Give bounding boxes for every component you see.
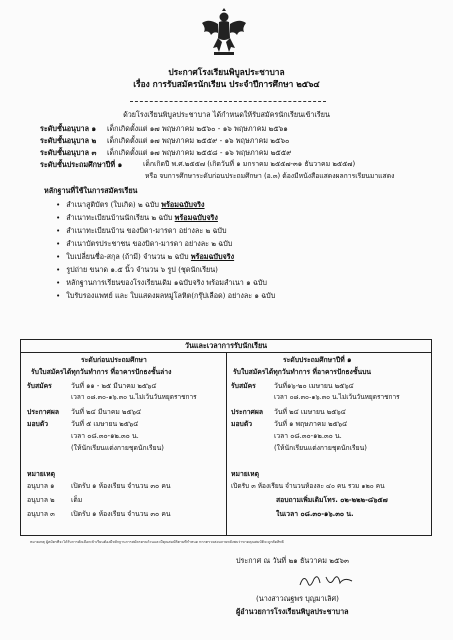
doc-item: • สำเนาทะเบียนบ้านนักเรียน ๒ ฉบับ พร้อมฉบับจริง — [56, 213, 218, 222]
right-announce-date: วันที่ ๒๔ เมษายน ๒๕๖๔ — [274, 408, 346, 416]
level-text: เด็กเกิดตั้งแต่ ๑๗ พฤษภาคม ๒๕๕๙ - ๑๖ พฤษภาคม ๒๕๖๐ — [107, 136, 290, 145]
level-text: เด็กเกิดตั้งแต่ ๑๗ พฤษภาคม ๒๕๖๐ - ๑๖ พฤษภาคม ๒๕๖๑ — [107, 124, 288, 133]
signoff-position: ผู้อำนวยการโรงเรียนพิบูลประชาบาล — [236, 607, 349, 616]
schedule-table — [20, 339, 432, 536]
announcement-subject: เรื่อง การรับสมัครนักเรียน ประจำปีการศึกษา ๒๕๖๔ — [133, 79, 320, 89]
footnote: หมายเหตุ ผู้สมัครที่จะได้รับการคัดเลือกเข้าเรียนต้องมีหลักฐานการสมัครครบถ้วนและมีคุณสมบัติตามที่กำหนด หากตรวจสอบภายหลังพบว่าขาดคุณสมบัติจะถูกตัดสิทธิ์ — [30, 540, 284, 544]
doc-item: • หลักฐานการเรียนของโรงเรียนเดิม ๑ฉบับจริง พร้อมสำเนา ๑ ฉบับ — [56, 278, 267, 287]
garuda-emblem-icon — [201, 8, 247, 58]
bullet-icon: • — [56, 265, 61, 274]
left-report-time: เวลา ๐๘.๓๐-๑๒.๓๐ น. — [71, 432, 139, 440]
right-report-date: วันที่ ๑ พฤษภาคม ๒๕๖๔ — [274, 420, 348, 428]
bullet-icon: • — [56, 213, 61, 222]
left-report-label: มอบตัว — [27, 420, 49, 428]
right-report-time: เวลา ๐๘.๓๐-๑๒.๓๐ น. — [274, 432, 342, 440]
left-note-item-label: อนุบาล ๑ — [27, 482, 55, 490]
left-announce-label: ประกาศผล — [27, 408, 60, 416]
doc-item: • สำเนาสูติบัตร (ใบเกิด) ๒ ฉบับ พร้อมฉบับจริง — [56, 200, 205, 209]
doc-item: • ใบเปลี่ยนชื่อ-สกุล (ถ้ามี) จำนวน ๒ ฉบับ พร้อมฉบับจริง — [56, 252, 235, 261]
level-text: เด็กเกิดปี พ.ศ.๒๕๕๗ (เกิดวันที่ ๑ มกราคม ๒๕๕๗-๓๑ ธันวาคม ๒๕๕๗) — [143, 160, 356, 168]
left-note-item: เปิดรับ ๑ ห้องเรียน จำนวน ๓๐ คน — [71, 510, 171, 518]
doc-item: • สำเนาบัตรประชาชน ของบิดา-มารดา อย่างละ ๒ ฉบับ — [56, 239, 233, 248]
doc-item: • สำเนาทะเบียนบ้าน ของบิดา-มารดา อย่างละ ๒ ฉบับ — [56, 226, 227, 235]
signoff-date: ประกาศ ณ วันที่ ๒๑ ธันวาคม ๒๕๖๓ — [236, 556, 349, 565]
doc-item: • รูปถ่าย ขนาด ๑.๕ นิ้ว จำนวน ๖ รูป (ชุดนักเรียน) — [56, 265, 218, 274]
right-report-label: มอบตัว — [231, 420, 253, 428]
bullet-icon: • — [56, 291, 61, 300]
left-note-item-label: อนุบาล ๓ — [27, 510, 55, 518]
bullet-icon: • — [56, 278, 61, 287]
left-note-item: เต็ม — [71, 496, 83, 504]
bullet-icon: • — [56, 252, 61, 261]
intro-text: ด้วยโรงเรียนพิบูลประชาบาล ได้กำหนดให้รับสมัครนักเรียนเข้าเรียน — [123, 110, 330, 119]
left-note-item-label: อนุบาล ๒ — [27, 496, 55, 504]
right-note-item: เปิดรับ ๓ ห้องเรียน จำนวนห้องละ ๔๐ คน รวม ๑๒๐ คน — [231, 482, 385, 490]
left-sub: รับใบสมัครได้ทุกวันทำการ ที่อาคารปักธงชั้นล่าง — [31, 368, 172, 376]
left-note-label: หมายเหตุ — [27, 470, 55, 478]
signature-icon — [296, 571, 356, 591]
bullet-icon: • — [56, 239, 61, 248]
column-divider — [226, 352, 227, 535]
right-heading: ระดับประถมศึกษาปีที่ ๑ — [283, 356, 352, 364]
right-note-label: หมายเหตุ — [231, 470, 259, 478]
title-divider — [130, 101, 326, 102]
doc-item: • ใบรับรองแพทย์ และ ใบแสดงผลหมู่โลหิต(กรุ๊ปเลือด) อย่างละ ๑ ฉบับ — [56, 291, 276, 300]
left-apply-date: วันที่ ๑๑ - ๒๕ มีนาคม ๒๕๖๔ — [71, 382, 157, 390]
right-note-item: ในเวลา ๐๘.๓๐-๑๖.๓๐ น. — [276, 510, 354, 518]
left-report-note: (ให้นักเรียนแต่งกายชุดนักเรียน) — [71, 444, 164, 452]
level-label: ระดับชั้นประถมศึกษาปีที่ ๑ — [40, 160, 123, 169]
left-note-item: เปิดรับ ๑ ห้องเรียน จำนวน ๓๐ คน — [71, 482, 171, 490]
level-label: ระดับชั้นอนุบาล ๓ — [40, 148, 97, 157]
left-announce-date: วันที่ ๒๔ มีนาคม ๒๕๖๔ — [71, 408, 142, 416]
right-announce-label: ประกาศผล — [231, 408, 264, 416]
right-note-item: สอบถามเพิ่มเติมโทร. ๐๒-๒๒๒-๘๖๕๗ — [276, 496, 388, 504]
left-report-date: วันที่ ๕ เมษายน ๒๕๖๔ — [71, 420, 139, 428]
docs-heading: หลักฐานที่ใช้ในการสมัครเรียน — [44, 186, 138, 195]
right-sub: รับใบสมัครได้ทุกวันทำการ ที่อาคารปักธงชั้นบน — [233, 368, 372, 376]
level-label: ระดับชั้นอนุบาล ๒ — [40, 136, 97, 145]
bullet-icon: • — [56, 200, 61, 209]
signoff-name: (นางสาวณฐพร บุญมาเลิศ) — [256, 594, 339, 603]
right-apply-time: เวลา ๐๘.๓๐-๑๖.๓๐ น.ไม่เว้นวันหยุดราชการ — [274, 393, 400, 401]
left-apply-time: เวลา ๐๘.๓๐-๑๖.๓๐ น.ไม่เว้นวันหยุดราชการ — [71, 393, 197, 401]
right-apply-date: วันที่๑๖-๒๐ เมษายน ๒๕๖๔ — [274, 382, 354, 390]
right-report-note: (ให้นักเรียนแต่งกายชุดนักเรียน) — [274, 444, 367, 452]
announcement-title: ประกาศโรงเรียนพิบูลประชาบาล — [168, 67, 285, 77]
right-apply-label: รับสมัคร — [231, 382, 256, 390]
bullet-icon: • — [56, 226, 61, 235]
level-text: เด็กเกิดตั้งแต่ ๑๗ พฤษภาคม ๒๕๕๘ - ๑๖ พฤษภาคม ๒๕๕๙ — [107, 148, 292, 157]
schedule-title: วันและเวลาการรับนักเรียน — [21, 340, 431, 353]
levels-note: หรือ จบการศึกษาระดับก่อนประถมศึกษา (อ.๓) ต้องมีหนังสือแสดงผลการเรียนมาแสดง — [145, 172, 395, 180]
level-label: ระดับชั้นอนุบาล ๑ — [40, 124, 97, 133]
left-heading: ระดับก่อนประถมศึกษา — [81, 356, 147, 364]
left-apply-label: รับสมัคร — [27, 382, 52, 390]
